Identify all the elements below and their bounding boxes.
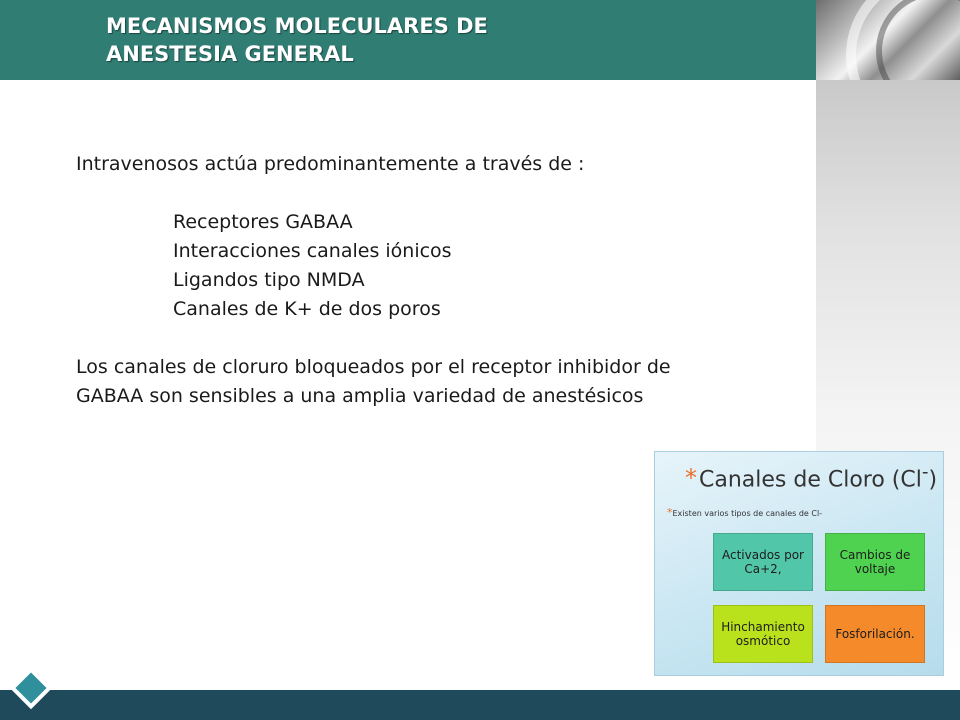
- card-bullet-star: *: [685, 464, 697, 493]
- card-subtitle-text: Existen varios tipos de canales de Cl-: [672, 509, 823, 518]
- slide-footer-bar: [0, 690, 960, 720]
- card-subtitle: [667, 506, 822, 519]
- box-cambios-voltaje: Cambios de voltaje: [825, 533, 925, 591]
- card-title-close: ): [928, 467, 938, 493]
- paragraph-line-2: GABAA son sensibles a una amplia variedad de anestésicos: [76, 385, 644, 407]
- list-item: Canales de K+ de dos poros: [173, 298, 441, 320]
- corner-decorative-image: [816, 0, 960, 80]
- spacer: [76, 324, 836, 353]
- list-item: Receptores GABAA: [173, 211, 353, 233]
- slide-header: [0, 0, 816, 80]
- chloride-channels-image: [654, 451, 944, 676]
- card-title: [685, 462, 937, 492]
- card-title-superscript: -: [921, 462, 929, 483]
- card-title-text: Canales de Cloro (Cl: [699, 467, 922, 493]
- slide-title-line-1: MECANISMOS MOLECULARES DE: [106, 14, 488, 38]
- list-item: Interacciones canales iónicos: [173, 240, 452, 262]
- list-item: Ligandos tipo NMDA: [173, 269, 365, 291]
- slide-title: [106, 12, 488, 68]
- slide-title-line-2: ANESTESIA GENERAL: [106, 42, 354, 66]
- slide-body: [76, 150, 836, 411]
- box-hinchamiento-osmotico: Hinchamiento osmótico: [713, 605, 813, 663]
- intro-text: Intravenosos actúa predominantemente a través de :: [76, 153, 585, 175]
- box-fosforilacion: Fosforilación.: [825, 605, 925, 663]
- spacer: [76, 179, 836, 208]
- decorative-ring-inner: [876, 0, 960, 80]
- card-sub-bullet-star: *: [667, 506, 673, 519]
- box-activados-ca: Activados por Ca+2,: [713, 533, 813, 591]
- paragraph-line-1: Los canales de cloruro bloqueados por el receptor inhibidor de: [76, 356, 671, 378]
